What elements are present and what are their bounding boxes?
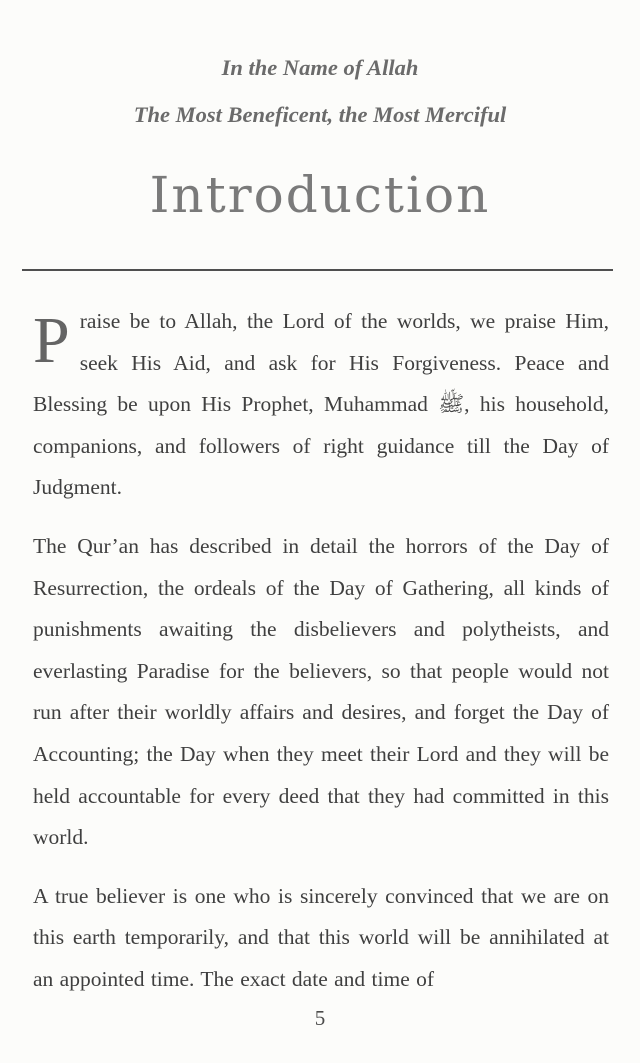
bismillah-header <box>0 55 640 149</box>
title-rule-divider <box>22 269 613 271</box>
body-text <box>33 301 609 1018</box>
paragraph-3: A true believer is one who is sincerely convinced that we are on this earth temporarily, and that this world will be annihilated at an appointed time. The exact date and time of <box>33 883 609 991</box>
bismillah-line-1: In the Name of Allah <box>221 55 419 80</box>
bismillah-line-2: The Most Beneficent, the Most Merciful <box>133 102 507 127</box>
paragraph-1-text: raise be to Allah, the Lord of the worlds, we praise Him, seek His Aid, and ask for His Forgiveness. Peace and Blessing be upon His Prophet, Muhammad ﷺ, his household, companions, and followers of right guidance till the Day of Judgment. <box>33 309 609 500</box>
page-number: 5 <box>314 1006 326 1030</box>
paragraph-1 <box>33 301 609 509</box>
drop-cap: P <box>33 304 70 377</box>
chapter-title: Introduction <box>149 166 491 224</box>
paragraph-2: The Qur’an has described in detail the horrors of the Day of Resurrection, the ordeals of the Day of Gathering, all kinds of punishments awaiting the disbelievers and polytheists, and everlasting Paradise for the believers, so that people would not run after their worldly affairs and desires, and forget the Day of Accounting; the Day when they meet their Lord and they will be held accountable for every deed that they had committed in this world. <box>33 533 609 850</box>
